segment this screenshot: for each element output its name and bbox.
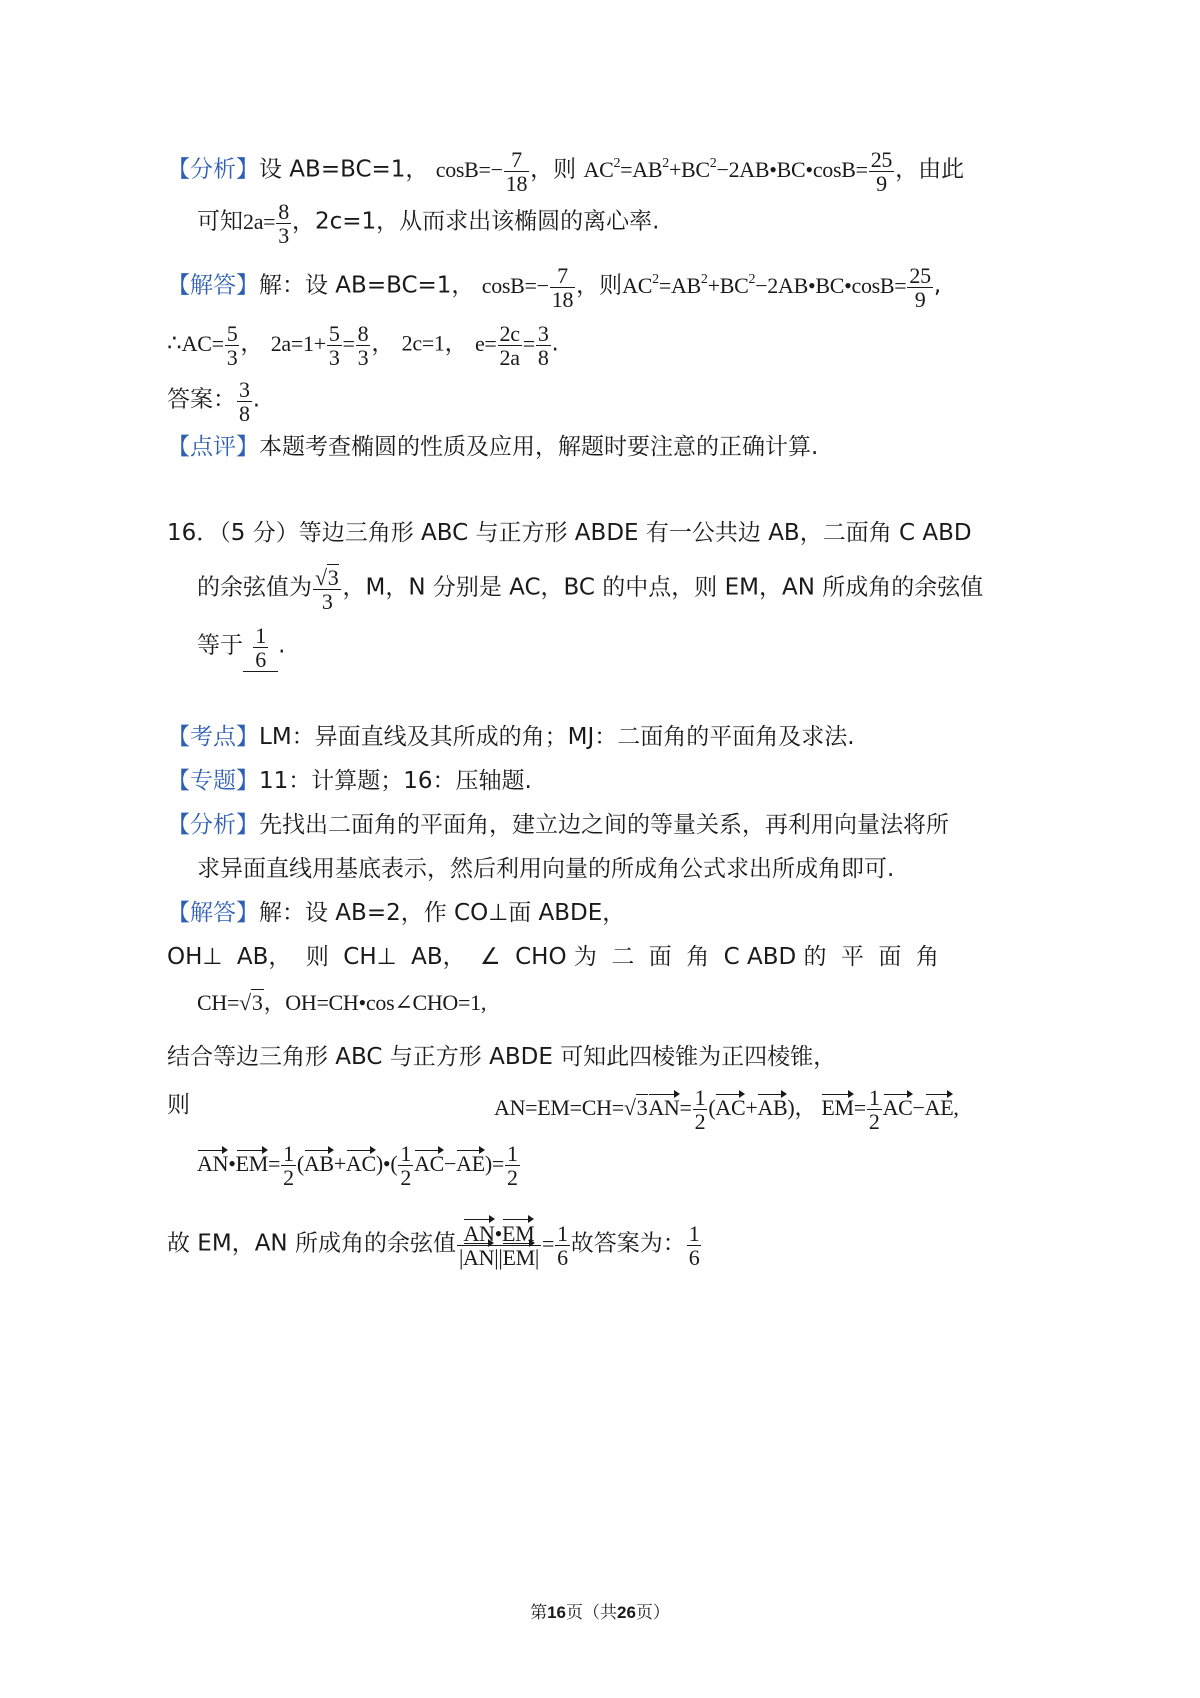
solution-2-line-1 [167, 902, 625, 925]
formula-sqrt3-over-3: $\frac{√3}{3}$ [312, 575, 342, 600]
solution-line-2: ∴AC= $\frac{5}{3}$ ， 2a=1+ $\frac{5}{3}$ = $\frac{8}{3}$ ， 2c=1， e= $\frac{2c}{2a}$ = $\frac{3}{8}$ . [167, 321, 559, 371]
zhuanti-text: 11：计算题；16：压轴题. [259, 768, 532, 794]
analysis-tag: 【分析】 [167, 156, 259, 183]
comment-text: 本题考查椭圆的性质及应用，解题时要注意的正确计算. [259, 434, 819, 460]
word: CHO 为 [515, 944, 597, 970]
analysis-text-conclusion: ，2c=1，从而求出该椭圆的离心率. [291, 208, 660, 235]
kaodian-line [167, 726, 855, 749]
kaodian-text: LM：异面直线及其所成的角；MJ：二面角的平面角及求法. [259, 724, 855, 750]
footer-mid: 页（共 [566, 1603, 617, 1623]
formula-cosb-2: cosB=− $\frac{7}{18}$ [481, 263, 574, 313]
question-16-text: 16．（5 分）等边三角形 ABC 与正方形 ABDE 有一公共边 AB，二面角 C ABD [167, 520, 972, 546]
zhuanti-line [167, 770, 532, 793]
question-16-period: . [278, 632, 286, 659]
word: 角 [915, 944, 939, 970]
final-line [167, 1222, 702, 1269]
kaodian-tag: 【考点】 [167, 724, 259, 750]
then-line [167, 1094, 190, 1117]
therefore-symbol: ∴ [167, 330, 182, 357]
word: OH⊥ [167, 944, 223, 970]
solution-2-tag: 【解答】 [167, 900, 259, 926]
question-16-line-3 [197, 624, 285, 672]
word: 平 [840, 944, 864, 970]
formula-cos-angle: $\frac{AN•EM}{|AN||EM|}$ = $\frac{1}{6}$ [458, 1221, 568, 1271]
answer-line: 答案： $\frac{3}{8}$ . [167, 377, 261, 427]
formula-oh: ，OH=CH•cos∠CHO=1, [263, 990, 487, 1015]
analysis-2-text-2: 求异面直线用基底表示，然后利用向量的所成角公式求出所成角即可. [197, 856, 895, 882]
formula-e: e= $\frac{2c}{2a}$ = $\frac{3}{8}$ [474, 321, 549, 371]
final-answer-value: $\frac{1}{6}$ [688, 1221, 700, 1271]
page-footer [0, 1598, 1200, 1623]
analysis-text-then: 则 [553, 156, 577, 183]
final-answer-label: 故答案为： [570, 1230, 686, 1257]
question-16-line-2 [197, 566, 983, 613]
vector-line-1 [494, 1086, 959, 1133]
formula-2a: 2a= $\frac{8}{3}$ [243, 199, 289, 249]
solution-text-then: 则 [599, 272, 623, 299]
vector-line-2 [197, 1142, 521, 1189]
word: ∠ [480, 944, 501, 970]
formula-2a-sum: 2a=1+ $\frac{5}{3}$ = $\frac{8}{3}$ [270, 321, 369, 371]
combine-line [167, 1046, 836, 1069]
formula-ac-squared-2: $AC^2=AB^2+BC^2-2AB•BC•\cos B=$ $\frac{25}{9}$ [622, 263, 931, 313]
word: C ABD 的 [723, 944, 827, 970]
answer-label: 答案： [167, 386, 236, 413]
formula-ac-squared: $AC^2=AB^2+BC^2-2AB•BC•\cos B=$ $\frac{25}{9}$ [583, 147, 893, 197]
question-16-cos-label: 的余弦值为 [197, 574, 312, 601]
formula-ac-value: AC= $\frac{5}{3}$ [181, 321, 238, 371]
analysis-text-hence: ，由此 [895, 156, 965, 183]
analysis-line-1: 【分析】设 AB=BC=1， cosB=− $\frac{7}{18}$ ，则 $AC^2=AB^2+BC^2-2AB•BC•\cos B=$ $\frac{25}{9}$ ，由此 [167, 147, 965, 197]
analysis-2-tag: 【分析】 [167, 812, 259, 838]
analysis-2-text: 先找出二面角的平面角，建立边之间的等量关系，再利用向量法将所 [259, 812, 949, 838]
solution-line-1: 【解答】解：设 AB=BC=1， cosB=− $\frac{7}{18}$ ，则$AC^2=AB^2+BC^2-2AB•BC•\cos B=$ $\frac{25}{9}$ , [167, 263, 942, 313]
solution-2-line-2 [167, 946, 939, 969]
question-16-line-1 [167, 522, 972, 545]
word: AB， [236, 944, 292, 970]
analysis-line-2 [197, 200, 659, 247]
combine-text: 结合等边三角形 ABC 与正方形 ABDE 可知此四棱锥为正四棱锥， [167, 1044, 837, 1070]
solution-2-line-3 [197, 992, 486, 1015]
question-16-text-2: ，M，N 分别是 AC，BC 的中点，则 EM，AN 所成角的余弦值 [342, 574, 984, 601]
solution-tag: 【解答】 [167, 272, 259, 299]
word: 角 [686, 944, 710, 970]
word: CH⊥ [343, 944, 397, 970]
then-word: 则 [167, 1092, 190, 1118]
analysis-2-line-1 [167, 814, 949, 837]
final-text: 故 EM，AN 所成角的余弦值 [167, 1230, 456, 1257]
formula-cosb: cosB=− $\frac{7}{18}$ [435, 147, 528, 197]
question-16-answer: $\frac{1}{6}$ [243, 624, 278, 672]
footer-pre: 第 [530, 1603, 548, 1623]
formula-an-em: AN=EM=CH=√3AN= $\frac{1}{2}$ (AC+AB)， EM= $\frac{1}{2}$ AC−AE, [494, 1085, 959, 1135]
footer-page-number: 16 [547, 1603, 566, 1622]
formula-2c: 2c=1 [401, 330, 445, 356]
solution-2-text: 解：设 AB=2，作 CO⊥面 ABDE， [259, 900, 626, 926]
analysis-2-line-2 [197, 858, 894, 881]
comment-tag: 【点评】 [167, 434, 259, 460]
zhuanti-tag: 【专题】 [167, 768, 259, 794]
formula-dot-product: AN•EM= $\frac{1}{2}$ (AB+AC)•( $\frac{1}{2}$ AC−AE)= $\frac{1}{2}$ [197, 1141, 518, 1191]
answer-value: $\frac{3}{8}$ [239, 377, 250, 427]
word: 二 [611, 944, 635, 970]
word: 面 [878, 944, 902, 970]
footer-post: 页） [635, 1603, 670, 1623]
solution-text: 解：设 AB=BC=1， [259, 272, 475, 299]
formula-ch: CH=√3 [197, 990, 263, 1015]
word: AB， [411, 944, 466, 970]
word: 面 [648, 944, 672, 970]
analysis-text-know: 可知 [197, 208, 243, 235]
comment-line [167, 436, 818, 459]
question-16-equals-label: 等于 [197, 632, 243, 659]
word: 则 [305, 944, 329, 970]
footer-total-pages: 26 [617, 1603, 636, 1622]
analysis-text: 设 AB=BC=1， [259, 156, 429, 183]
